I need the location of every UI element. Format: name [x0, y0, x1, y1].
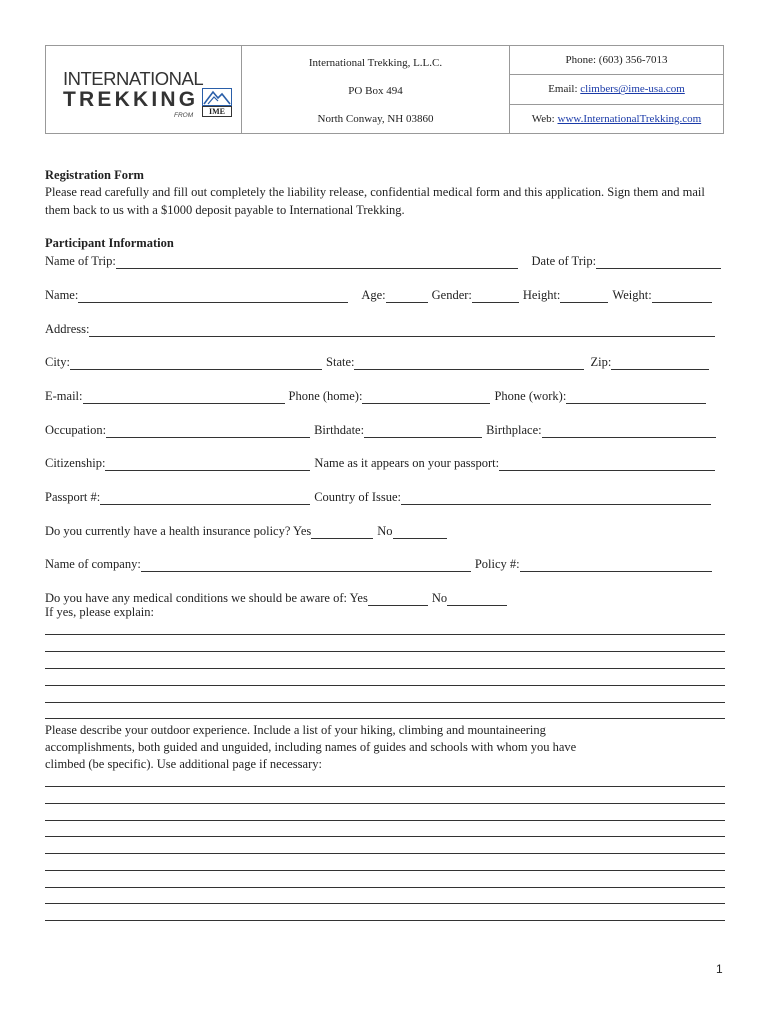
label-country-of-issue: Country of Issue: [314, 490, 402, 504]
label-email: E-mail: [45, 389, 83, 403]
label-occupation: Occupation: [45, 423, 107, 437]
web-link[interactable]: www.InternationalTrekking.com [557, 112, 702, 125]
experience-line-3[interactable] [45, 820, 725, 821]
label-insurance-question: Do you currently have a health insurance policy? Yes [45, 524, 312, 538]
label-passport-name: Name as it appears on your passport: [314, 456, 500, 470]
medical-line-4[interactable] [45, 685, 725, 686]
phone-text: Phone: (603) 356-7013 [565, 54, 668, 67]
field-insurance-no[interactable] [393, 525, 447, 539]
experience-line2: accomplishments, both guided and unguided, including names of guides and schools with whom you have [45, 740, 577, 754]
field-passport-number[interactable] [100, 491, 310, 505]
experience-line-6[interactable] [45, 870, 725, 871]
logo-ime: IME [202, 106, 232, 117]
form-title: Registration Form [45, 168, 144, 182]
medical-line-1[interactable] [45, 634, 725, 635]
label-policy: Policy #: [474, 557, 520, 571]
medical-line-6[interactable] [45, 718, 725, 719]
medical-line-2[interactable] [45, 651, 725, 652]
row-address [45, 319, 725, 337]
label-passport-number: Passport #: [45, 490, 101, 504]
field-height[interactable] [560, 289, 608, 303]
label-phone-home: Phone (home): [288, 389, 363, 403]
row-email [45, 386, 725, 404]
medical-line-3[interactable] [45, 668, 725, 669]
label-age: Age: [361, 288, 386, 302]
logo-from: FROM [174, 112, 194, 119]
label-name: Name: [45, 288, 79, 302]
field-medical-no[interactable] [447, 592, 507, 606]
field-company[interactable] [141, 558, 471, 572]
label-phone-work: Phone (work): [494, 389, 567, 403]
experience-line-7[interactable] [45, 887, 725, 888]
field-country-of-issue[interactable] [401, 491, 711, 505]
field-birthplace[interactable] [542, 424, 716, 438]
row-passport [45, 487, 725, 505]
label-company: Name of company: [45, 557, 141, 571]
company-name: International Trekking, L.L.C. [308, 57, 443, 69]
company-address [242, 46, 510, 133]
company-contact [510, 46, 723, 133]
label-birthdate: Birthdate: [314, 423, 365, 437]
experience-line-5[interactable] [45, 853, 725, 854]
row-trip [45, 251, 725, 269]
email-label: Email: [548, 83, 578, 96]
po-box: PO Box 494 [348, 85, 403, 97]
field-policy[interactable] [520, 558, 712, 572]
experience-line-9[interactable] [45, 920, 725, 921]
label-state: State: [326, 355, 355, 369]
email-link[interactable]: climbers@ime-usa.com [580, 83, 685, 96]
field-weight[interactable] [652, 289, 712, 303]
row-name [45, 285, 725, 303]
row-insurance [45, 521, 725, 539]
label-city: City: [45, 355, 71, 369]
field-insurance-yes[interactable] [311, 525, 373, 539]
field-address[interactable] [89, 323, 715, 337]
field-occupation[interactable] [106, 424, 310, 438]
field-name-of-trip[interactable] [116, 255, 518, 269]
field-passport-name[interactable] [499, 457, 715, 471]
label-address: Address: [45, 322, 90, 336]
label-weight: Weight: [612, 288, 652, 302]
company-city: North Conway, NH 03860 [317, 113, 434, 125]
field-medical-yes[interactable] [368, 592, 428, 606]
label-medical-question: Do you have any medical conditions we should be aware of: Yes [45, 591, 368, 605]
label-date-of-trip: Date of Trip: [531, 254, 597, 268]
field-phone-work[interactable] [566, 390, 706, 404]
logo-line1: INTERNATIONAL [63, 68, 204, 89]
field-citizenship[interactable] [105, 457, 310, 471]
experience-line3: climbed (be specific). Use additional page if necessary: [45, 757, 322, 771]
field-phone-home[interactable] [362, 390, 490, 404]
phone-cell [510, 46, 723, 75]
label-birthplace: Birthplace: [486, 423, 542, 437]
label-height: Height: [522, 288, 561, 302]
row-company [45, 554, 725, 572]
email-cell [510, 75, 723, 104]
web-cell [510, 105, 723, 133]
experience-line-1[interactable] [45, 786, 725, 787]
label-zip: Zip: [590, 355, 612, 369]
label-name-of-trip: Name of Trip: [45, 254, 116, 268]
field-name[interactable] [78, 289, 348, 303]
label-citizenship: Citizenship: [45, 456, 106, 470]
field-gender[interactable] [472, 289, 519, 303]
field-email[interactable] [83, 390, 285, 404]
intro-line1: Please read carefully and fill out completely the liability release, confidential medical form and this application. Sign them and mail [45, 185, 705, 199]
experience-line-8[interactable] [45, 903, 725, 904]
experience-line1: Please describe your outdoor experience. Include a list of your hiking, climbing and mountaineering [45, 723, 546, 737]
field-date-of-trip[interactable] [596, 255, 721, 269]
intro-line2: them back to us with a $1000 deposit payable to International Trekking. [45, 203, 405, 217]
label-explain: If yes, please explain: [45, 605, 154, 619]
row-medical [45, 588, 725, 606]
field-birthdate[interactable] [364, 424, 482, 438]
field-age[interactable] [386, 289, 428, 303]
row-citizenship [45, 453, 725, 471]
row-city [45, 352, 725, 370]
label-medical-no: No [431, 591, 448, 605]
web-label: Web: [531, 112, 555, 125]
page-number: 1 [716, 962, 723, 976]
section-title-participant: Participant Information [45, 236, 174, 250]
company-logo [46, 46, 242, 133]
field-state[interactable] [354, 356, 584, 370]
medical-line-5[interactable] [45, 702, 725, 703]
experience-line-4[interactable] [45, 836, 725, 837]
experience-line-2[interactable] [45, 803, 725, 804]
label-insurance-no: No [377, 524, 393, 538]
letterhead [45, 45, 724, 134]
field-city[interactable] [70, 356, 322, 370]
field-zip[interactable] [611, 356, 709, 370]
row-occupation [45, 420, 725, 438]
label-gender: Gender: [431, 288, 472, 302]
mountain-icon [202, 88, 232, 106]
logo-line2: TREKKING [63, 88, 199, 111]
